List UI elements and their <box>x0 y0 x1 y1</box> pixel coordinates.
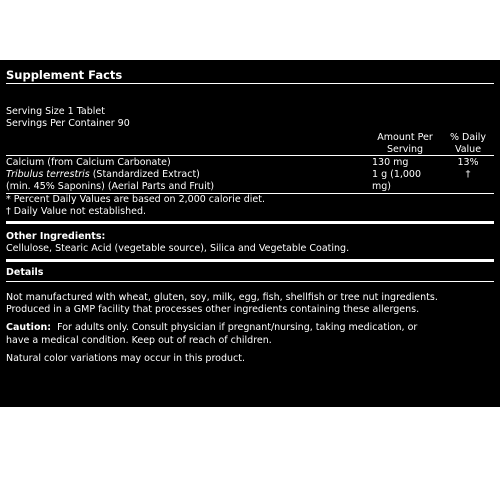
details-label: Details <box>6 266 44 278</box>
nutrient-name-rest: (Standardized Extract) <box>89 169 200 181</box>
header-amount <box>368 132 442 156</box>
nutrient-amount-line1: 1 g (1,000 <box>372 169 422 181</box>
nutrient-amount <box>368 169 442 193</box>
caution-text: For adults only. Consult physician if pregnant/nursing, taking medication, or <box>51 322 418 334</box>
thick-rule <box>6 221 494 224</box>
allergen-line2: Produced in a GMP facility that processes other ingredients containing these allergens. <box>6 304 420 316</box>
table-row <box>6 169 494 193</box>
thick-rule <box>6 259 494 262</box>
servings-per-container: Servings Per Container 90 <box>6 118 130 130</box>
nutrient-name-line1 <box>6 169 368 181</box>
footnote-dagger: † Daily Value not established. <box>6 205 147 217</box>
other-ingredients-text: Cellulose, Stearic Acid (vegetable source), Silica and Vegetable Coating. <box>6 243 350 255</box>
natural-variation-note: Natural color variations may occur in this product. <box>6 353 245 365</box>
header-daily-value <box>442 132 494 156</box>
header-blank <box>6 132 368 156</box>
serving-size: Serving Size 1 Tablet <box>6 106 105 117</box>
nutrient-daily-value: 13% <box>457 157 479 169</box>
nutrient-name <box>6 169 368 193</box>
table-row <box>6 156 494 169</box>
caution-label: Caution: <box>6 322 52 334</box>
botanical-name: Tribulus terrestris <box>6 169 90 181</box>
header-amount-line1: Amount Per <box>377 131 433 143</box>
header-dv-line2: Value <box>454 143 482 155</box>
footnotes <box>6 193 494 218</box>
footnote-percent-dv: * Percent Daily Values are based on 2,000 calorie diet. <box>6 193 265 205</box>
panel-title: Supplement Facts <box>6 68 123 82</box>
allergen-line1: Not manufactured with wheat, gluten, soy, milk, egg, fish, shellfish or tree nut ingredients. <box>6 291 438 303</box>
facts-table <box>6 132 494 193</box>
header-dv-line1: % Daily <box>449 131 487 143</box>
nutrient-name: Calcium (from Calcium Carbonate) <box>6 157 171 169</box>
caution-line1 <box>6 322 494 334</box>
nutrient-name-line2: (min. 45% Saponins) (Aerial Parts and Fruit) <box>6 181 215 192</box>
details-rule <box>6 281 494 282</box>
header-amount-line2: Serving <box>386 143 424 155</box>
nutrient-daily-value: † <box>465 169 471 181</box>
facts-table-header <box>6 132 494 156</box>
allergen-statement <box>6 292 494 317</box>
nutrient-amount: 130 mg <box>372 157 409 169</box>
nutrient-amount-line2: mg) <box>372 181 391 192</box>
title-rule <box>6 83 494 84</box>
supplement-facts-panel <box>0 60 500 407</box>
caution-line2: have a medical condition. Keep out of reach of children. <box>6 334 272 346</box>
other-ingredients-label: Other Ingredients: <box>6 230 106 242</box>
caution-statement <box>6 322 494 347</box>
serving-info <box>6 106 494 131</box>
